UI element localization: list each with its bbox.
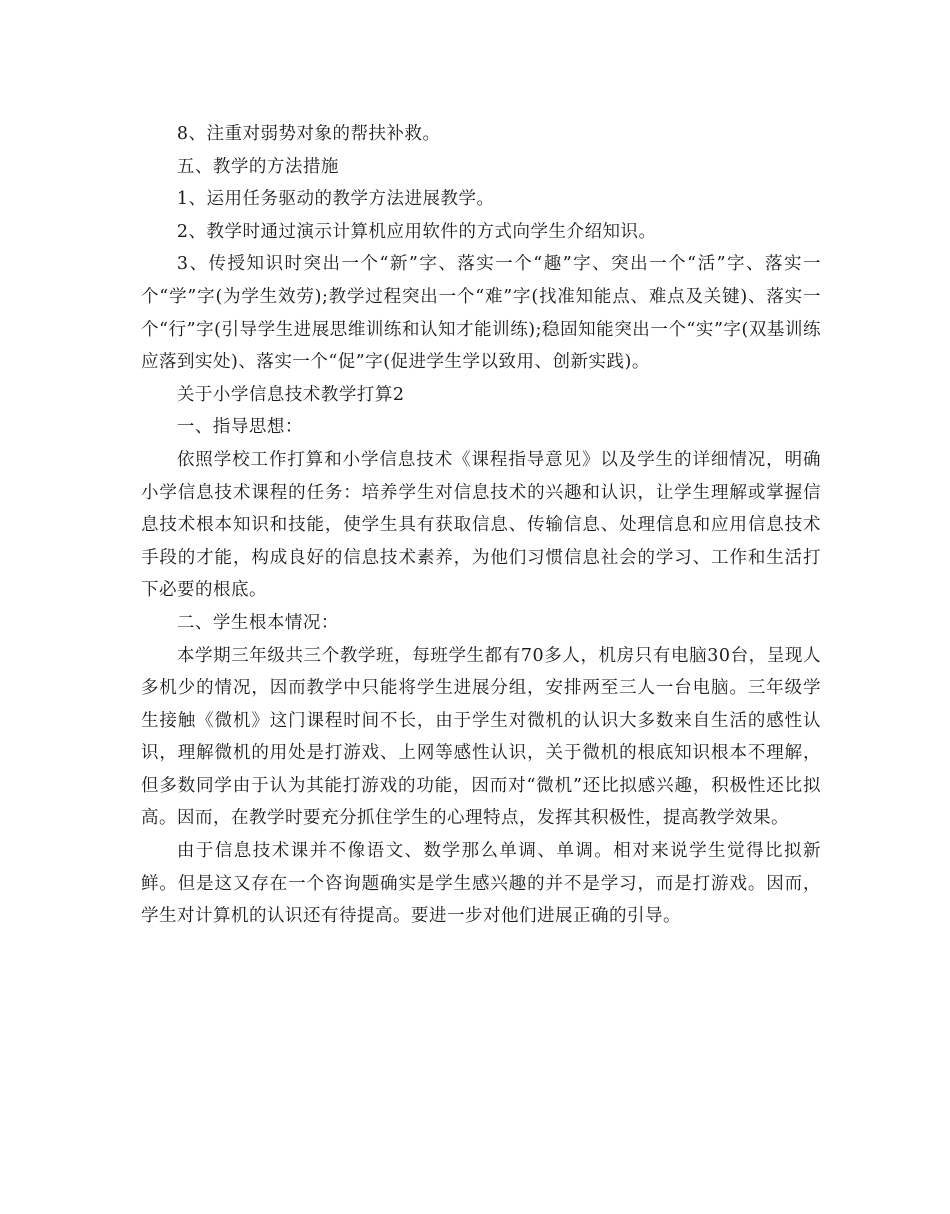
section-heading-student-situation: 二、学生根本情况： <box>176 612 339 633</box>
document-section-title: 关于小学信息技术教学打算2 <box>176 384 405 405</box>
paragraph-student-situation: 本学期三年级共三个教学班，每班学生都有70多人，机房只有电脑30台，呈现人多机少的情况，因而教学中只能将学生进展分组，安排两至三人一台电脑。三年级学生接触《微机》这门课程时间不长，由于学生对微机的认识大多数来自生活的感性认识，理解微机的用处是打游戏、上网等感性认识，关于微机的根底知识根本不理解，但多数同学由于认为其能打游戏的功能，因而对“微机”还比拟感兴趣，积极性还比拟高。因而，在教学时要充分抓住学生的心理特点，发挥其积极性，提高教学效果。 <box>141 645 821 829</box>
section-heading-teaching-methods: 五、教学的方法措施 <box>176 156 339 177</box>
paragraph-method-3: 3、传授知识时突出一个“新”字、落实一个“趣”字、突出一个“活”字、落实一个“学”字(为学生效劳);教学过程突出一个“难”字(找准知能点、难点及关键)、落实一个“行”字(引导学生进展思维训练和认知才能训练);稳固知能突出一个“实”字(双基训练应落到实处)、落实一个“促”字(促进学生学以致用、创新实践)。 <box>141 254 821 373</box>
paragraph-guiding-ideas: 依照学校工作打算和小学信息技术《课程指导意见》以及学生的详细情况，明确小学信息技术课程的任务：培养学生对信息技术的兴趣和认识，让学生理解或掌握信息技术根本知识和技能，使学生具有获取信息、传输信息、处理信息和应用信息技术手段的才能，构成良好的信息技术素养，为他们习惯信息社会的学习、工作和生活打下必要的根底。 <box>141 449 821 601</box>
paragraph-student-interest: 由于信息技术课并不像语文、数学那么单调、单调。相对来说学生觉得比拟新鲜。但是这又存在一个咨询题确实是学生感兴趣的并不是学习，而是打游戏。因而，学生对计算机的认识还有待提高。要进一步对他们进展正确的引导。 <box>141 841 821 927</box>
document-body <box>141 118 821 933</box>
paragraph-method-2: 2、教学时通过演示计算机应用软件的方式向学生介绍知识。 <box>176 221 657 242</box>
section-heading-guiding-ideas: 一、指导思想： <box>176 417 303 438</box>
paragraph-item-8: 8、注重对弱势对象的帮扶补救。 <box>176 124 441 144</box>
paragraph-method-1: 1、运用任务驱动的教学方法进展教学。 <box>176 189 495 210</box>
